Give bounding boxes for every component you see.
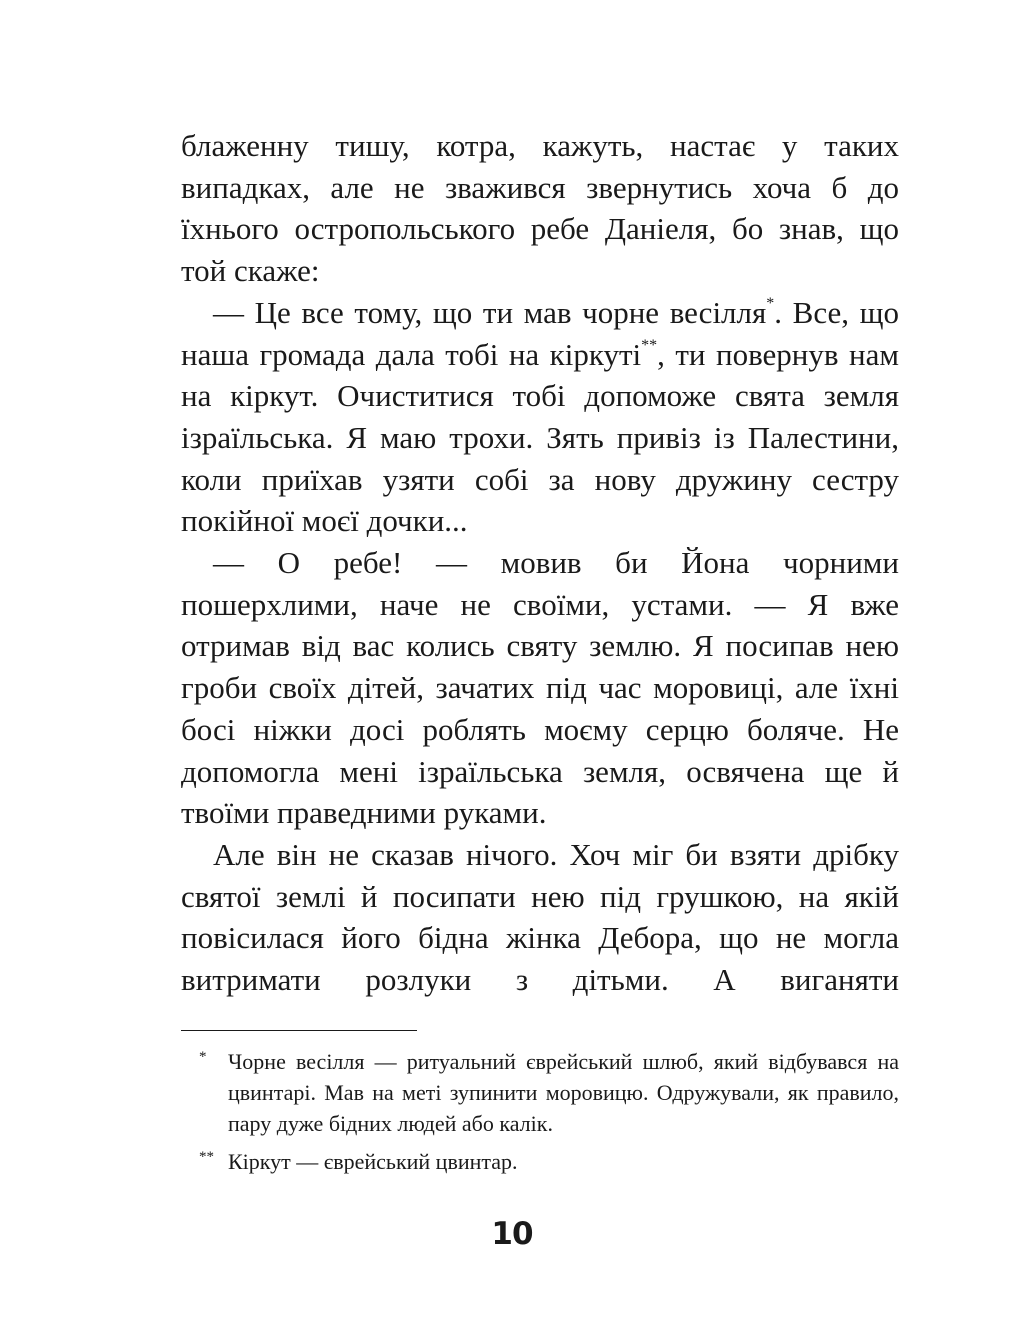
paragraph-2-part-3: , ти повернув нам на кіркут. Очиститися тобі допоможе свята земля ізраїльська. Я маю трохи. Зять привіз із Палестини, коли приїхав узяти собі за нову дружину сестру покійної моєї дочки...: [181, 336, 899, 539]
page-number: 10: [491, 1216, 533, 1252]
paragraph-2-part-1: — Це все тому, що ти мав чорне весілля: [213, 294, 767, 330]
footnote-2: [181, 1146, 899, 1177]
footnote-1: [181, 1046, 899, 1139]
paragraph-4: Але він не сказав нічого. Хоч міг би взяти дрібку святої землі й посипати нею під грушкою, на якій повісилася його бідна жінка Дебора, що не могла витримати розлуки з дітьми. А виганяти: [181, 836, 899, 998]
footnote-ref-2: **: [641, 336, 658, 354]
footnote-1-text: Чорне весілля — ритуальний єврейський шлюб, який відбувався на цвинтарі. Мав на меті зупинити моровицю. Одружували, як правило, пару дуже бідних людей або калік.: [228, 1049, 899, 1136]
main-text: [181, 125, 899, 1001]
paragraph-1: блаженну тишу, котра, кажуть, настає у таких випадках, але не зважився звернутись хоча б до їхнього остропольського ребе Даніеля, бо знав, що той скаже:: [181, 128, 899, 289]
footnote-ref-1: *: [766, 294, 775, 312]
footnotes: [181, 1046, 899, 1184]
paragraph-2-part-2: . Все, що наша громада дала тобі на кіркуті: [181, 294, 899, 372]
footnote-1-mark: *: [199, 1049, 207, 1065]
footnote-2-text: Кіркут — єврейський цвинтар.: [228, 1149, 518, 1174]
footnote-divider: [181, 1030, 417, 1031]
paragraph-3: — О ребе! — мовив би Йона чорними пошерхлими, наче не своїми, устами. — Я вже отримав від вас колись святу землю. Я посипав нею гроби своїх дітей, зачатих під час моровиці, але їхні босі ніжки досі роблять моєму серцю боляче. Не допомогла мені ізраїльська земля, освячена ще й твоїми праведними руками.: [181, 545, 899, 831]
footnote-2-mark: **: [199, 1149, 214, 1165]
paragraph-2: [181, 292, 899, 542]
